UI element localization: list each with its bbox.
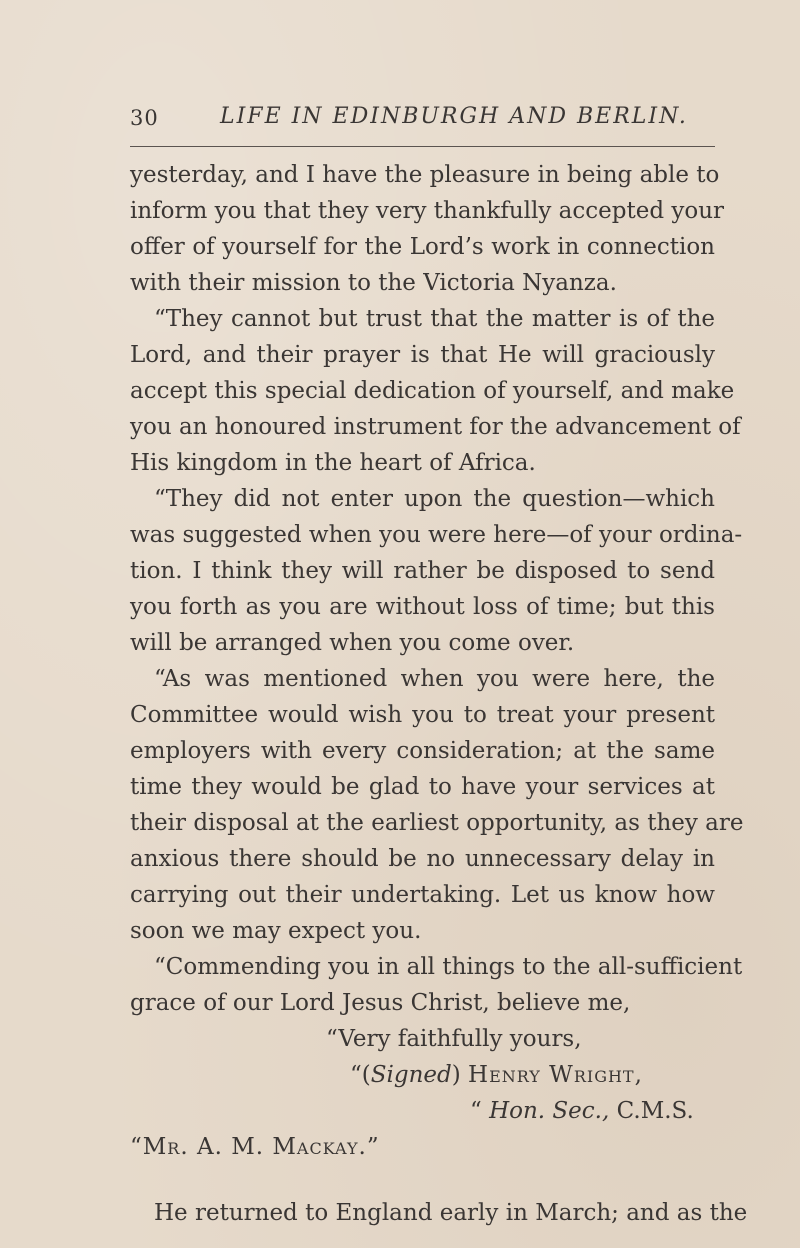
text-line: with their mission to the Victoria Nyanza. — [130, 270, 617, 296]
text-line: “Commending you in all things to the all-sufficient — [154, 954, 743, 980]
signed-close: ) — [451, 1062, 469, 1088]
text-line: Lord, and their prayer is that He will graciously — [130, 342, 715, 368]
signer-org: C.M.S. — [609, 1098, 694, 1124]
signer-name: Henry Wright, — [468, 1062, 643, 1088]
text-line: you an honoured instrument for the advancement of — [130, 414, 741, 440]
closing-line: “Very faithfully yours, — [326, 1026, 582, 1052]
running-title: LIFE IN EDINBURGH AND BERLIN. — [220, 104, 688, 129]
text-line: anxious there should be no unnecessary delay in — [130, 846, 715, 872]
running-head — [130, 100, 715, 140]
text-line: soon we may expect you. — [130, 918, 422, 944]
signer-title-line — [130, 1093, 715, 1129]
title-open: “ — [470, 1098, 490, 1124]
signed-open: “( — [350, 1062, 371, 1088]
text-line: their disposal at the earliest opportunity, as they are — [130, 810, 744, 836]
text-line: accept this special dedication of yourself, and make — [130, 378, 735, 404]
text-line: “They did not enter upon the question—which — [154, 486, 715, 512]
text-line: you forth as you are without loss of time; but this — [130, 594, 715, 620]
text-line: “As was mentioned when you were here, the — [154, 666, 715, 692]
text-line: Committee would wish you to treat your present — [130, 702, 715, 728]
text-line: His kingdom in the heart of Africa. — [130, 450, 536, 476]
text-line: “They cannot but trust that the matter is of the — [154, 306, 715, 332]
text-line: time they would be glad to have your services at — [130, 774, 715, 800]
header-rule — [130, 146, 715, 147]
text-line: was suggested when you were here—of your ordina- — [130, 522, 743, 548]
paragraph-gap — [130, 1165, 715, 1195]
text-line: tion. I think they will rather be disposed to send — [130, 558, 715, 584]
signature-line — [130, 1057, 715, 1093]
page-number: 30 — [130, 106, 159, 130]
text-line: grace of our Lord Jesus Christ, believe me, — [130, 990, 631, 1016]
text-line: will be arranged when you come over. — [130, 630, 575, 656]
signer-title: Hon. Sec., — [489, 1098, 610, 1124]
continuation-line: He returned to England early in March; and as the — [154, 1200, 748, 1226]
addressee-line: “Mr. A. M. Mackay.” — [130, 1134, 380, 1160]
text-line: employers with every consideration; at the same — [130, 738, 715, 764]
signed-word: Signed — [370, 1062, 452, 1088]
text-line: yesterday, and I have the pleasure in being able to — [130, 162, 720, 188]
text-line: offer of yourself for the Lord’s work in connection — [130, 234, 715, 260]
text-line: inform you that they very thankfully accepted your — [130, 198, 725, 224]
letter-body — [130, 157, 748, 1231]
text-line: carrying out their undertaking. Let us know how — [130, 882, 715, 908]
